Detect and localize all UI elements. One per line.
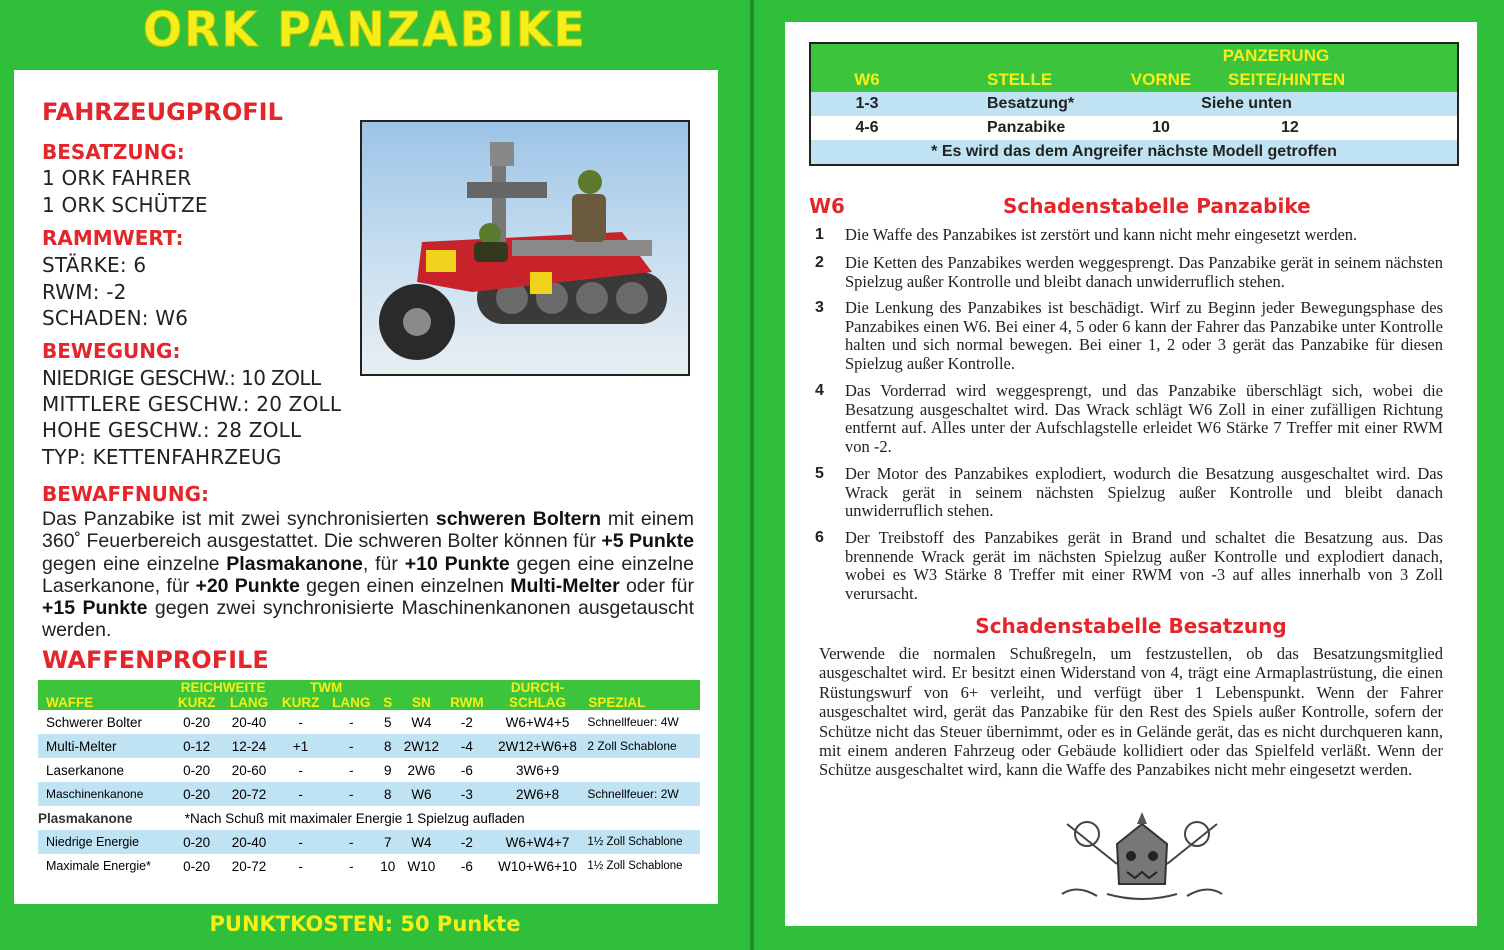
damage-text: Die Lenkung des Panzabikes ist beschädigt. Wirf zu Beginn jeder Bewegungsphase des Panzabikes einen W6. Bei einer 4, 5 oder 6 kann der Fahrer das Panzabike unter Kontrolle halten und sich normal bewegen. Bei einer 1, 2 oder 3 gerät das Panzabike für diesen Spielzug außer Kontrolle. [845, 298, 1443, 373]
weapon-name: Niedrige Energie [46, 835, 140, 849]
cell: - [298, 858, 303, 874]
armament-bold: +15 Punkte [42, 597, 148, 620]
cell [585, 758, 700, 782]
page-title: ORK PANZABIKE [143, 0, 587, 58]
cell: -2 [460, 834, 473, 850]
armament-bold: +10 Punkte [404, 552, 510, 575]
crew-line: 1 ORK SCHÜTZE [42, 193, 208, 217]
cell: - [298, 786, 303, 802]
armour-row [810, 140, 1458, 165]
cell: 1½ Zoll Schablone [587, 836, 683, 848]
weapon-profiles-heading: WAFFENPROFILE [42, 646, 269, 674]
cell: 20-40 [231, 834, 267, 850]
armament-bold: +5 Punkte [601, 530, 694, 553]
armour-header-top [810, 43, 1458, 68]
armour-header: PANZERUNG [1222, 46, 1330, 65]
cell: W10+W6+10 [498, 858, 577, 874]
header-durch: DURCH- [510, 680, 565, 695]
cell: W10 [407, 858, 436, 874]
points-cost: PUNKTKOSTEN: 50 Punkte [209, 912, 521, 936]
cell: Schnellfeuer: 2W [587, 787, 679, 801]
cell: 12 [1281, 119, 1299, 136]
header-range-short: KURZ [177, 695, 216, 710]
header-schlag: SCHLAG [509, 695, 567, 710]
cell: 20-72 [231, 786, 267, 802]
header-damage: SN [412, 695, 431, 710]
armour-header-row [810, 68, 1458, 92]
cell: W6+W4+5 [505, 714, 570, 730]
armament-text [42, 508, 694, 642]
damage-number: 6 [815, 529, 824, 546]
crew-heading: BESATZUNG: [42, 140, 185, 164]
armament-text-part: oder für [619, 574, 695, 597]
header-range: REICHWEITE [180, 680, 266, 695]
weapon-name: Maximale Energie* [46, 859, 151, 873]
cell: 10 [380, 858, 396, 874]
armament-text-part: gegen einen einzelnen [299, 574, 511, 597]
cell: 12-24 [231, 738, 267, 754]
cell: 0-12 [183, 738, 211, 754]
movement-line: HOHE GESCHW.: 28 ZOLL [42, 418, 302, 442]
armour-table [809, 42, 1459, 166]
damage-entry [815, 382, 1443, 456]
cell: 10 [1152, 119, 1170, 136]
weapon-name: Multi-Melter [46, 738, 117, 754]
cell: -6 [460, 858, 473, 874]
cell: 4-6 [855, 119, 879, 136]
table-row [38, 830, 700, 854]
cell: Panzabike [987, 119, 1066, 136]
cell: 0-20 [183, 786, 211, 802]
cell: 2W6 [407, 762, 436, 778]
header-location: STELLE [987, 70, 1053, 89]
movement-line: TYP: KETTENFAHRZEUG [42, 445, 282, 469]
cell: 2W12+W6+8 [498, 738, 577, 754]
cell: +1 [292, 738, 309, 754]
crew-line: 1 ORK FAHRER [42, 166, 192, 190]
ram-line: STÄRKE: 6 [42, 253, 147, 277]
table-row [38, 806, 700, 830]
table-row [38, 758, 700, 782]
damage-number: 4 [815, 382, 824, 399]
cell: - [298, 714, 303, 730]
armament-heading: BEWAFFNUNG: [42, 482, 210, 506]
header-w6: W6 [854, 70, 880, 89]
ram-line: SCHADEN: W6 [42, 306, 189, 330]
cell: - [349, 762, 354, 778]
damage-text: Der Motor des Panzabikes explodiert, wodurch die Besatzung ausgeschaltet wird. Das Wrack gerät in seinem nächsten Spielzug außer Kontrolle und bleibt danach unwiderruflich stehen. [845, 464, 1443, 521]
panzabike-model-photo [360, 120, 690, 376]
cell: W6+W4+7 [505, 834, 570, 850]
cell: 0-20 [183, 858, 211, 874]
header-strength: S [383, 695, 393, 710]
vehicle-profile-card [14, 70, 718, 904]
damage-number: 5 [815, 465, 824, 482]
cell: - [349, 834, 354, 850]
header-front: VORNE [1130, 70, 1192, 89]
damage-text: Die Ketten des Panzabikes werden weggesprengt. Das Panzabike gerät in seinem nächsten Spielzug außer Kontrolle und bleibt danach unwiderruflich stehen. [845, 253, 1443, 291]
cell: 9 [384, 762, 392, 778]
armament-text-part: , für [362, 552, 405, 575]
page-gutter [750, 0, 754, 950]
cell: 2W6+8 [515, 786, 560, 802]
damage-number: 2 [815, 254, 824, 271]
armament-text-part: mit einem 360˚ Feuerbereich ausgestattet. Die schweren Bolter können für [42, 508, 694, 553]
profile-heading: FAHRZEUGPROFIL [42, 98, 283, 126]
movement-line: NIEDRIGE GESCHW.: 10 ZOLL [42, 366, 321, 390]
cell: Siehe unten [1201, 95, 1292, 112]
damage-number: 3 [815, 299, 824, 316]
armament-bold: Multi-Melter [510, 574, 620, 597]
plasma-note: *Nach Schuß mit maximaler Energie 1 Spielzug aufladen [184, 810, 525, 826]
movement-line: MITTLERE GESCHW.: 20 ZOLL [42, 392, 342, 416]
weapon-profiles-table [38, 680, 700, 878]
armour-row [810, 116, 1458, 140]
cell: 2W12 [403, 738, 440, 754]
table-header-row [38, 695, 700, 710]
damage-w6-label: W6 [809, 194, 845, 218]
cell: W6 [411, 786, 432, 802]
cell: 20-72 [231, 858, 267, 874]
cell: 2 Zoll Schablone [587, 739, 677, 753]
cell: - [349, 786, 354, 802]
weapon-name: Plasmakanone [38, 810, 133, 826]
header-rwm: RWM [450, 695, 484, 710]
damage-table-title: Schadenstabelle Panzabike [1003, 194, 1311, 218]
damage-text: Die Waffe des Panzabikes ist zerstört und kann nicht mehr eingesetzt werden. [845, 225, 1358, 244]
cell: - [349, 738, 354, 754]
damage-entry [815, 529, 1443, 603]
table-row [38, 782, 700, 806]
armour-row [810, 92, 1458, 116]
header-cell [444, 680, 490, 695]
cell: 20-60 [231, 762, 267, 778]
cell: 0-20 [183, 762, 211, 778]
header-special: SPEZIAL [588, 695, 646, 710]
damage-entry [815, 254, 1443, 291]
header-cell [923, 43, 1095, 68]
header-twm-long: LANG [332, 695, 371, 710]
cell: -2 [460, 714, 473, 730]
table-row [38, 734, 700, 758]
header-range-long: LANG [229, 695, 269, 710]
cell: 8 [384, 738, 392, 754]
armament-bold: Plasmakanone [226, 552, 363, 575]
cell: 0-20 [183, 834, 211, 850]
header-twm: TWM [310, 680, 343, 695]
armament-text-part: Das Panzabike ist mit zwei synchronisierten [42, 508, 436, 530]
cell: 8 [384, 786, 392, 802]
header-cell [38, 680, 171, 695]
cell: -4 [460, 738, 473, 754]
cell: 1-3 [855, 95, 879, 112]
crew-damage-title: Schadenstabelle Besatzung [975, 614, 1287, 638]
armour-note: * Es wird das dem Angreifer nächste Modell getroffen [931, 143, 1337, 160]
cell: Besatzung* [987, 95, 1075, 112]
armament-bold: +20 Punkte [195, 574, 300, 597]
cell: -6 [460, 762, 473, 778]
cell: 1½ Zoll Schablone [587, 860, 683, 872]
table-header-row-top [38, 680, 700, 695]
weapon-name: Laserkanone [46, 762, 125, 778]
weapon-name: Maschinenkanone [46, 787, 144, 801]
armament-text-part: gegen zwei synchronisierte Maschinenkanonen ausgetauscht werden. [42, 597, 694, 642]
header-cell [399, 680, 444, 695]
ram-heading: RAMMWERT: [42, 226, 184, 250]
cell: 7 [384, 834, 392, 850]
damage-number: 1 [815, 226, 824, 243]
damage-entry [815, 226, 1443, 245]
header-cell [810, 43, 923, 68]
crew-damage-text: Verwende die normalen Schußregeln, um festzustellen, ob das Besatzungsmitglied ausgeschaltet wird. Er besitzt einen Widerstand von 4, trägt eine Armaplastrüstung, die einen Rüstungswurf von 6+ verleiht, und verfügt über 1 Lebenspunkt. Wenn der Fahrer ausgeschaltet wird, gerät das Panzabike für den Rest des Spiels außer Kontrolle, sofern der Schütze nicht das Steuer übernimmt, oder es in Gelände gerät, das es nicht durchqueren kann, mit einem anderen Fahrzeug oder Gebäude kollidiert oder das Spielfeld verläßt. Wenn der Schütze ausgeschaltet wird, kann die Waffe des Panzabikes nicht mehr eingesetzt werden. [819, 644, 1443, 780]
header-weapon: WAFFE [46, 695, 94, 710]
ork-glyph-emblem-icon [1047, 804, 1237, 908]
table-row [38, 854, 700, 878]
cell: W4 [411, 834, 432, 850]
damage-text: Der Treibstoff des Panzabikes gerät in Brand und schaltet die Besatzung aus. Das brennende Wrack gerät im nächsten Spielzug außer Kontrolle und explodiert danach, wobei es W3 Stärke 8 Treffer mit einer RWM von -3 auf alles innerhalb von 3 Zoll verursacht. [845, 528, 1443, 603]
header-cell [585, 680, 700, 695]
movement-heading: BEWEGUNG: [42, 339, 181, 363]
armament-bold: schweren Boltern [435, 508, 601, 530]
cell: - [298, 762, 303, 778]
cell: 5 [384, 714, 392, 730]
weapon-name: Schwerer Bolter [46, 714, 143, 730]
header-cell [377, 680, 399, 695]
cell: W4 [411, 714, 432, 730]
damage-text: Das Vorderrad wird weggesprengt, und das Panzabike überschlägt sich, wobei die Besatzung ausgeschaltet wird. Das Wrack schlägt W6 Zoll in einer zufälligen Richtung entfernt auf. Alles unter der Aufschlagstelle erleidet W6 Stärke 7 Treffer mit einer RWM von -2. [845, 381, 1443, 456]
cell: - [298, 834, 303, 850]
damage-entry [815, 465, 1443, 521]
header-side-rear: SEITE/HINTEN [1228, 70, 1346, 89]
damage-entry [815, 299, 1443, 373]
header-twm-short: KURZ [281, 695, 320, 710]
cell: 20-40 [231, 714, 267, 730]
ram-line: RWM: -2 [42, 280, 127, 304]
cell: Schnellfeuer: 4W [587, 715, 679, 729]
armament-text-part: gegen eine einzelne Laserkanone, für [42, 552, 694, 597]
cell: 0-20 [183, 714, 211, 730]
cell: - [349, 858, 354, 874]
damage-tables-card [785, 22, 1477, 926]
cell: -3 [460, 786, 473, 802]
cell: 3W6+9 [515, 762, 560, 778]
table-row [38, 710, 700, 734]
cell: - [349, 714, 354, 730]
armament-text-part: gegen eine einzelne [42, 552, 227, 575]
